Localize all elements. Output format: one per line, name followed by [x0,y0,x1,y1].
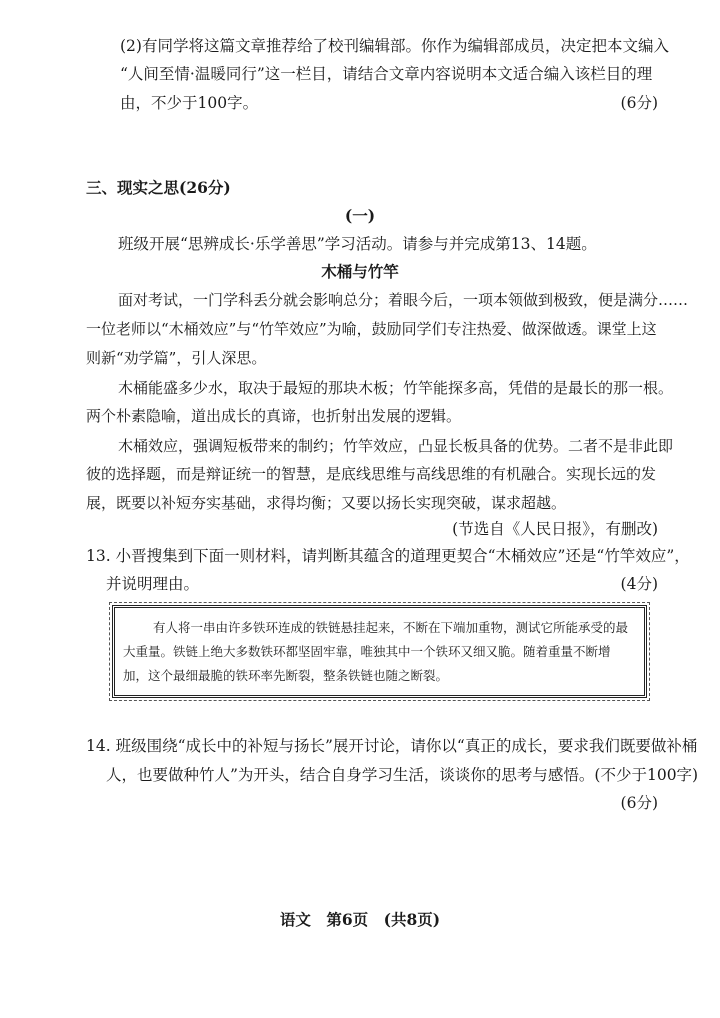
q12-2-line1: (2)有同学将这篇文章推荐给了校刊编辑部。你作为编辑部成员，决定把本文编入 [120,37,669,55]
article-title: 木桶与竹竿 [321,262,399,281]
material-box [112,605,647,698]
article-para3-line1: 木桶效应，强调短板带来的制约；竹竿效应，凸显长板具备的优势。二者不是非此即 [118,437,674,455]
q12-2-line2: “人间至情·温暖同行”这一栏目，请结合文章内容说明本文适合编入该栏目的理 [120,65,653,83]
page-footer: 语文 第6页 (共8页) [279,910,441,929]
q12-2-score: (6分) [620,94,658,112]
q13-line1: 13. 小晋搜集到下面一则材料，请判断其蕴含的道理更契合“木桶效应”还是“竹竿效应”， [86,547,690,565]
q13-score: (4分) [620,575,658,593]
section-intro: 班级开展“思辨成长·乐学善思”学习活动。请参与并完成第13、14题。 [118,235,597,253]
q13-line2: 并说明理由。 [106,575,200,593]
article-para3-line3: 展，既要以补短夯实基础，求得均衡；又要以扬长实现突破，谋求超越。 [86,494,567,512]
material-line3: 加，这个最细最脆的铁环率先断裂，整条铁链也随之断裂。 [123,668,449,683]
article-source: (节选自《人民日报》，有删改) [452,520,658,538]
material-line2: 大重量。铁链上绝大多数铁环都坚固牢靠，唯独其中一个铁环又细又脆。随着重量不断增 [123,644,611,659]
article-para1-line2: 一位老师以“木桶效应”与“竹竿效应”为喻，鼓励同学们专注热爱、做深做透。课堂上这 [86,320,657,338]
q14-score: (6分) [620,794,658,812]
article-para2-line1: 木桶能盛多少水，取决于最短的那块木板；竹竿能探多高，凭借的是最长的那一根。 [118,379,674,397]
article-para3-line2: 彼的选择题，而是辩证统一的智慧，是底线思维与高线思维的有机融合。实现长远的发 [86,465,657,483]
article-para1-line1: 面对考试，一门学科丢分就会影响总分；着眼今后，一项本领做到极致，便是满分…… [118,291,689,309]
article-para1-line3: 则新“劝学篇”，引人深思。 [86,349,267,367]
q14-line2: 人，也要做种竹人”为开头，结合自身学习生活，谈谈你的思考与感悟。(不少于100字) [106,766,699,784]
section-heading: 三、现实之思(26分) [86,178,231,197]
q14-line1: 14. 班级围绕“成长中的补短与扬长”展开讨论，请你以“真正的成长，要求我们既要做补桶 [86,737,698,755]
q12-2-line3: 由，不少于100字。 [120,94,259,112]
article-para2-line2: 两个朴素隐喻，道出成长的真谛，也折射出发展的逻辑。 [86,407,462,425]
material-line1: 有人将一串由许多铁环连成的铁链悬挂起来，不断在下端加重物，测试它所能承受的最 [153,620,629,635]
part-label: (一) [344,206,376,225]
